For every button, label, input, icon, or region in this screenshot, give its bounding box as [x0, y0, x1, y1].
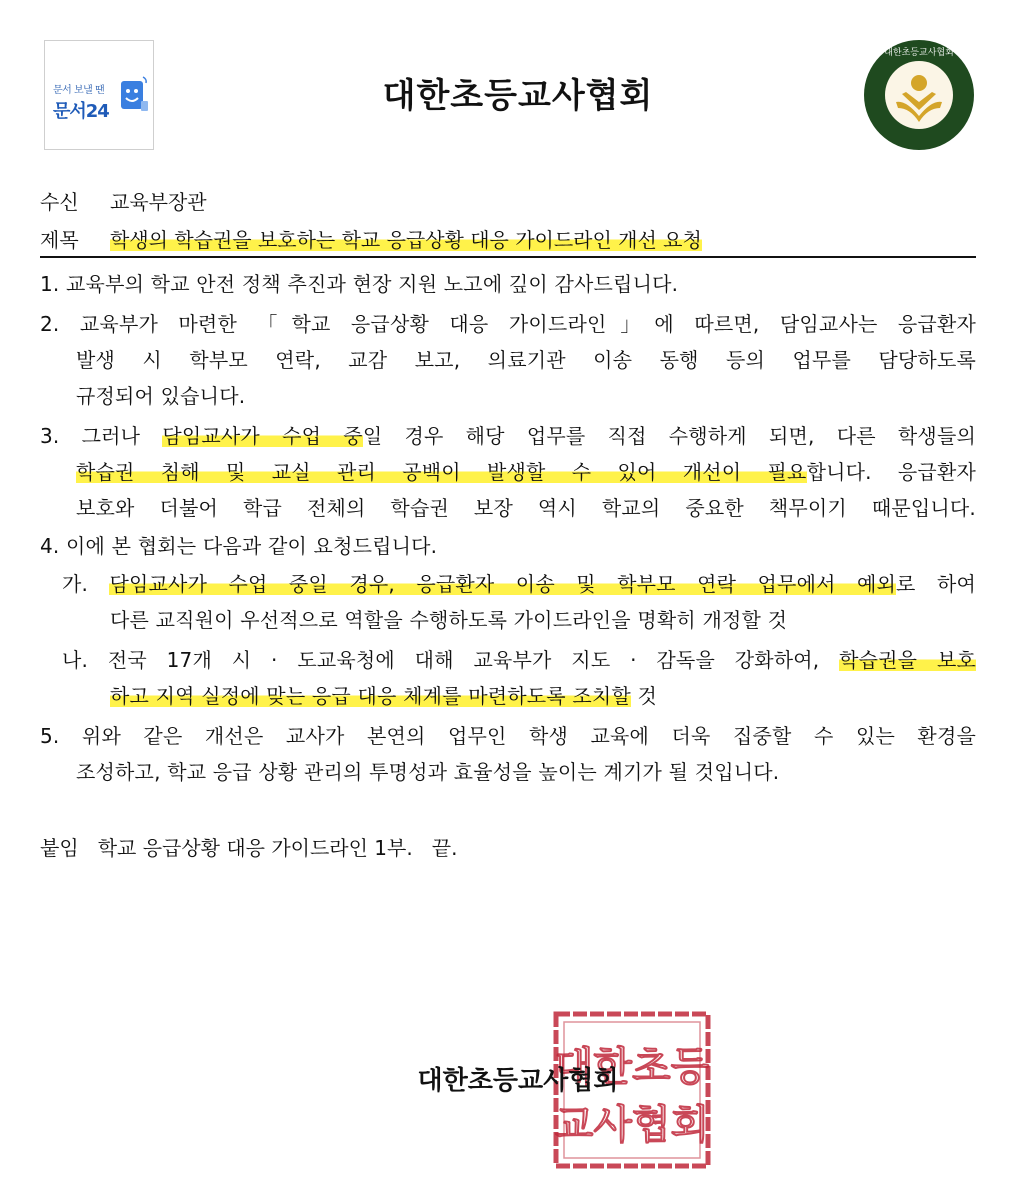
logo-big-text: 문서24: [53, 101, 109, 122]
na-highlight-1: 학습권을 보호: [839, 648, 976, 672]
subject-label: 제목: [40, 228, 79, 252]
subject-value: 학생의 학습권을 보호하는 학교 응급상황 대응 가이드라인 개선 요청: [110, 228, 702, 252]
recipient-label: 수신: [40, 190, 79, 214]
logo-small-text: 문서 보낼 땐: [53, 85, 105, 96]
header-divider: [40, 256, 976, 258]
item-na-line-1: [62, 646, 976, 674]
attachment-value: 학교 응급상황 대응 가이드라인 1부.: [97, 836, 413, 860]
footer-organization: 대한초등교사협회: [417, 1066, 619, 1096]
ga-pre: 가.: [62, 572, 110, 596]
na-post: 것: [630, 684, 658, 708]
p3-l1-pre: 3. 그러나: [40, 424, 163, 448]
paragraph-3-line-3: 보호와 더불어 학급 전체의 학습권 보장 역시 학교의 중요한 책무이기 때문입니다.: [76, 496, 976, 520]
item-ga-line-2: 다른 교직원이 우선적으로 역할을 수행하도록 가이드라인을 명확히 개정할 것: [110, 608, 788, 632]
svg-text:대한초등: 대한초등: [554, 1044, 710, 1090]
p3-l2-post: 합니다. 응급환자: [806, 460, 976, 484]
attachment-line: [40, 832, 457, 861]
paragraph-4: 4. 이에 본 협회는 다음과 같이 요청드립니다.: [40, 534, 438, 558]
ga-post: 로 하여: [896, 572, 976, 596]
association-emblem-icon: [862, 38, 976, 152]
subject-line: [40, 224, 702, 253]
paragraph-5-line-2: 조성하고, 학교 응급 상황 관리의 투명성과 효율성을 높이는 계기가 될 것입니다.: [76, 760, 780, 784]
paragraph-3-line-2: [76, 458, 976, 486]
attachment-label: 붙임: [40, 836, 79, 860]
p3-highlight-1: 담임교사가 수업 중: [162, 424, 363, 448]
item-na-line-2: [110, 682, 657, 710]
svg-text:대한초등교사협회: 대한초등교사협회: [884, 48, 954, 58]
p3-l1-post: 일 경우 해당 업무를 직접 수행하게 되면, 다른 학생들의: [362, 424, 976, 448]
paragraph-5-line-1: 5. 위와 같은 개선은 교사가 본연의 업무인 학생 교육에 더욱 집중할 수 있는 환경을: [40, 724, 976, 748]
na-pre: 나. 전국 17개 시 · 도교육청에 대해 교육부가 지도 · 감독을 강화하여,: [62, 648, 840, 672]
paragraph-1: 1. 교육부의 학교 안전 정책 추진과 현장 지원 노고에 깊이 감사드립니다.: [40, 272, 679, 296]
na-highlight-2: 하고 지역 실정에 맞는 응급 대응 체계를 마련하도록 조치할: [110, 684, 631, 708]
paragraph-2-line-3: 규정되어 있습니다.: [76, 384, 246, 408]
svg-text:교사협회: 교사협회: [554, 1102, 710, 1148]
recipient-value: 교육부장관: [110, 190, 207, 214]
p3-highlight-2: 학습권 침해 및 교실 관리 공백이 발생할 수 있어 개선이 필요: [76, 460, 807, 484]
paragraph-2-line-2: 발생 시 학부모 연락, 교감 보고, 의료기관 이송 동행 등의 업무를 담당하도록: [76, 348, 976, 372]
ga-highlight: 담임교사가 수업 중일 경우, 응급환자 이송 및 학부모 연락 업무에서 예외: [109, 572, 897, 596]
attachment-end: 끝.: [431, 836, 458, 860]
paragraph-2-line-1: 2. 교육부가 마련한 「학교 응급상황 대응 가이드라인」에 따르면, 담임교사는 응급환자: [40, 312, 976, 336]
recipient-line: [40, 186, 207, 215]
paragraph-3-line-1: [40, 422, 976, 450]
item-ga-line-1: [62, 570, 976, 598]
organization-title: 대한초등교사협회: [382, 76, 654, 116]
